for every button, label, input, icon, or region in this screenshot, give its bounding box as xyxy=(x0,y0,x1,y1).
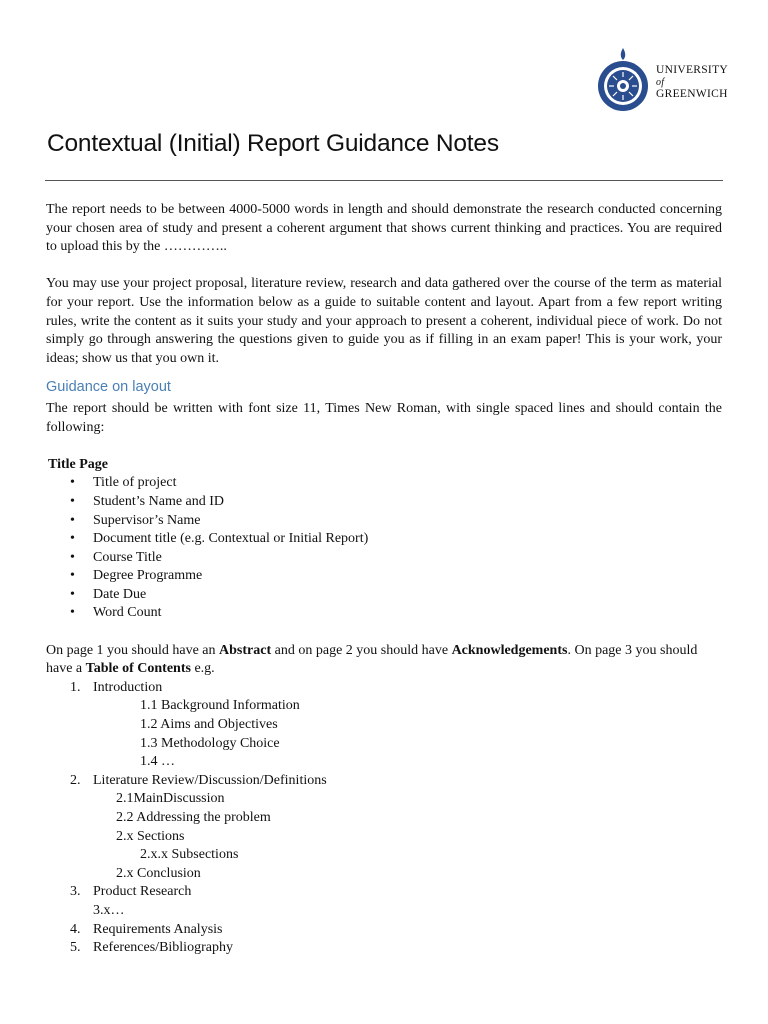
university-logo xyxy=(594,46,734,114)
toc-subitem: 3.x… xyxy=(93,902,125,918)
guidance-paragraph: You may use your project proposal, literature review, research and data gathered over the course of the term as material for your report. Use the information below as a guide to suitable content and layout. Apart from a few report writing rules, write the content as it suits your study and your approach to present a coherent, individual piece of work. Do not simply go through answering the questions given to guide you as if filling in an exam paper! This is your work, your ideas; show us that you own it. xyxy=(46,276,722,366)
title-divider xyxy=(45,180,723,181)
pages-paragraph: On page 1 you should have an Abstract and on page 2 you should have Acknowledgements. On page 3 you should have a Table of Contents e.g. xyxy=(46,642,698,677)
list-item: • Word Count xyxy=(70,605,162,621)
toc-item: 5. References/Bibliography xyxy=(70,940,233,956)
toc-item: 3. Product Research xyxy=(70,884,192,900)
page-title: Contextual (Initial) Report Guidance Notes xyxy=(47,130,499,157)
toc-subitem: 1.1 Background Information xyxy=(140,698,300,714)
toc-subitem: 2.x Conclusion xyxy=(116,865,201,881)
list-item: • Supervisor’s Name xyxy=(70,512,201,528)
toc-subitem: 1.4 … xyxy=(140,754,175,770)
university-wordmark: UNIVERSITY of GREENWICH xyxy=(656,64,728,100)
list-item: • Date Due xyxy=(70,586,147,602)
list-item: • Course Title xyxy=(70,549,162,565)
table-of-contents-example xyxy=(46,679,722,958)
crest-icon xyxy=(594,46,652,114)
title-page-label: Title Page xyxy=(48,456,109,472)
toc-subitem: 1.3 Methodology Choice xyxy=(140,735,280,751)
title-page-list xyxy=(46,474,722,623)
list-item: • Title of project xyxy=(70,475,177,491)
intro-paragraph: The report needs to be between 4000-5000 words in length and should demonstrate the research conducted concerning your chosen area of study and present a coherent argument that shows current thinking and practices. You are required to upload this by the ………….. xyxy=(46,202,722,255)
toc-subitem: 2.x Sections xyxy=(116,828,185,844)
layout-paragraph: The report should be written with font size 11, Times New Roman, with single spaced lines and should contain the following: xyxy=(46,400,722,435)
toc-subitem: 1.2 Aims and Objectives xyxy=(140,717,278,733)
layout-heading: Guidance on layout xyxy=(46,379,171,396)
toc-subsubitem: 2.x.x Subsections xyxy=(140,847,239,863)
toc-item: 4. Requirements Analysis xyxy=(70,921,223,937)
toc-item: 2. Literature Review/Discussion/Definitions xyxy=(70,772,327,788)
list-item: • Student’s Name and ID xyxy=(70,493,225,509)
toc-subitem: 2.2 Addressing the problem xyxy=(116,810,271,825)
list-item: • Document title (e.g. Contextual or Initial Report) xyxy=(70,531,369,547)
document-body xyxy=(46,201,722,958)
toc-subitem: 2.1MainDiscussion xyxy=(116,791,225,807)
list-item: • Degree Programme xyxy=(70,568,203,584)
toc-item: 1. Introduction xyxy=(70,679,163,695)
